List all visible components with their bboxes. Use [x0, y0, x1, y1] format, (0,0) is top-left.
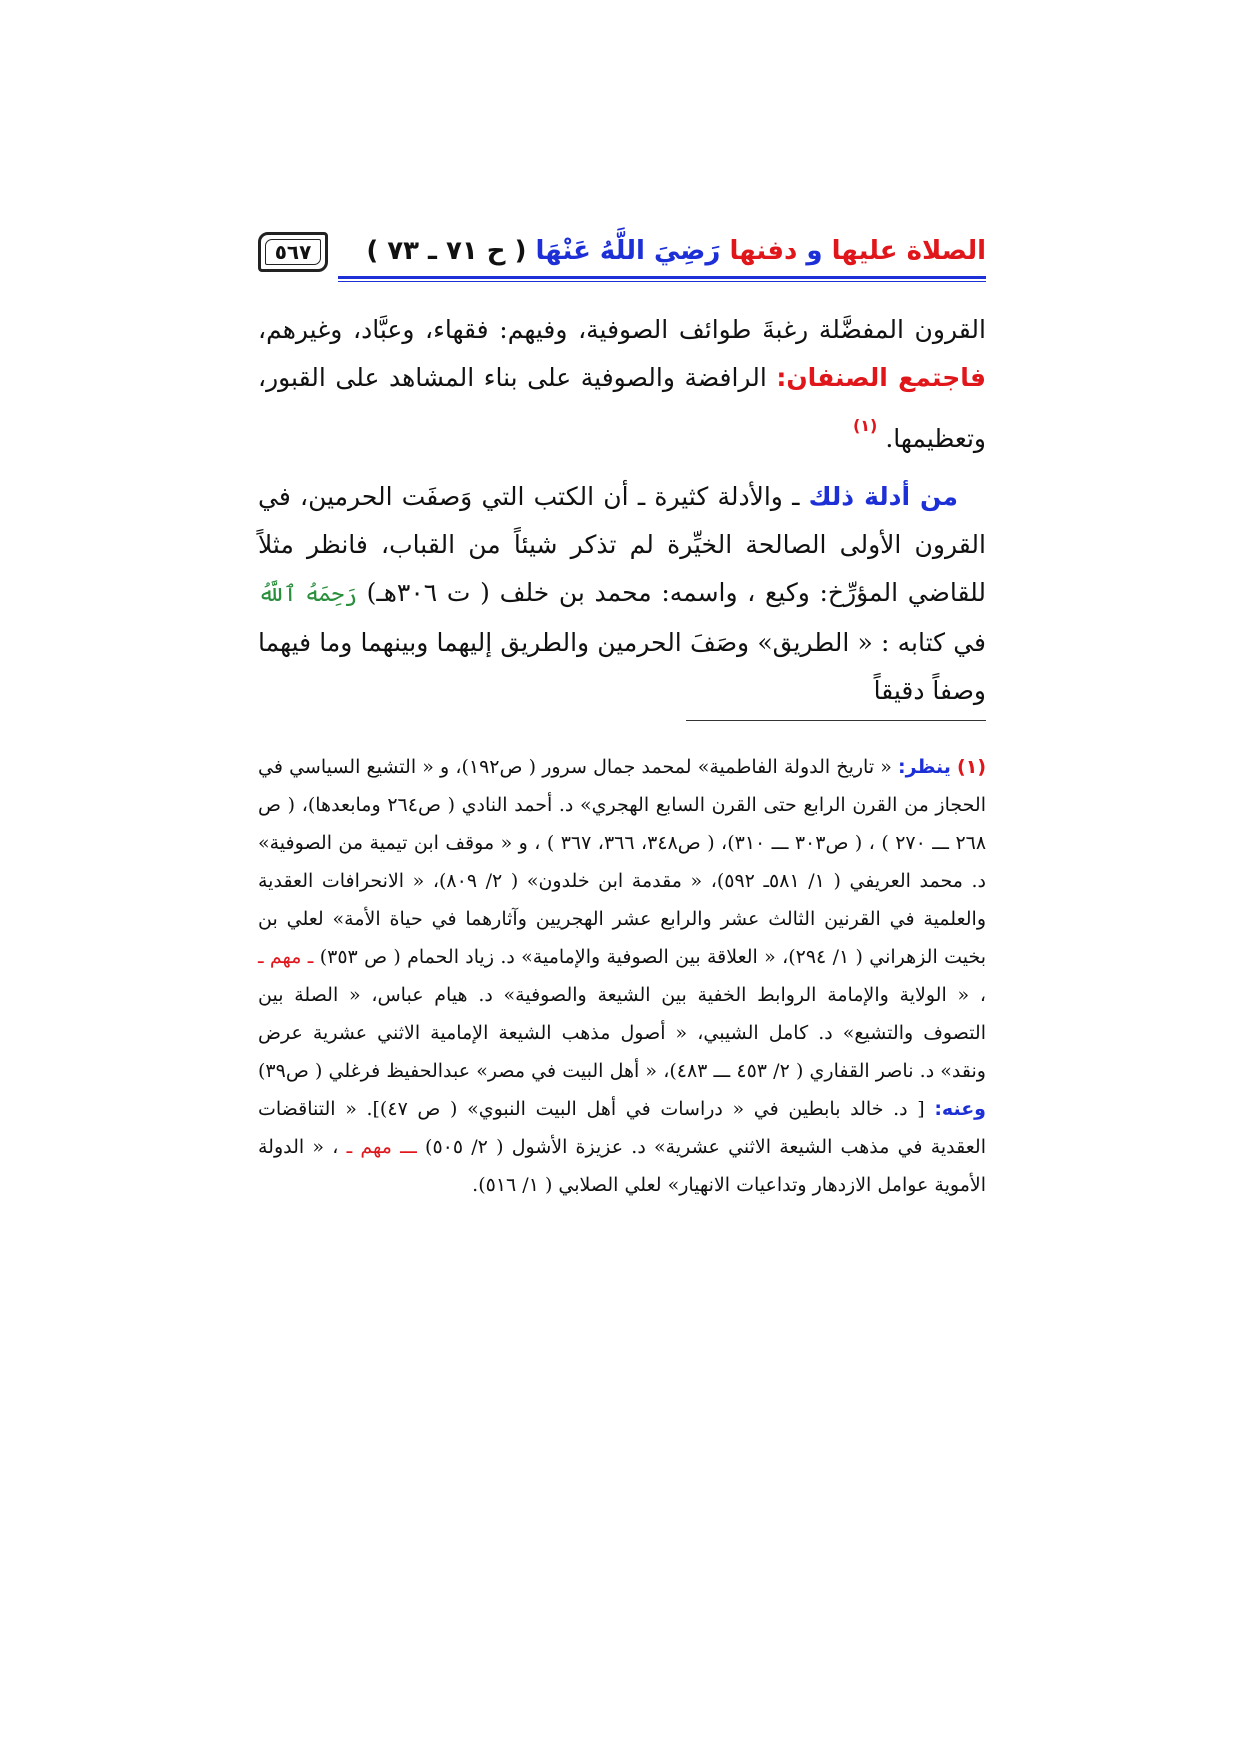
paragraph-1-text: القرون المفضَّلة رغبةَ طوائف الصوفية، وفيهم: فقهاء، وعبَّاد، وغيرهم، — [258, 315, 986, 344]
running-title — [366, 236, 986, 266]
footnote-text-b: ، « الولاية والإمامة الروابط الخفية بين الشيعة والصوفية» د. هيام عباس، « الصلة بين التصوف والتشيع» د. كامل الشيبي، « أصول مذهب الشيعة الإمامية الاثني عشرية عرض ونقد» د. ناصر القفاري ( ٢/ ٤٥٣ ـــ ٤٨٣)، « أهل البيت في مصر» عبدالحفيظ فرغلي ( ص٣٩) — [258, 984, 986, 1082]
running-title-honorific: رَضِيَ اللَّهُ عَنْهَا — [526, 236, 730, 266]
running-title-hadith-range: ( ح ٧١ ـ ٧٣ ) — [366, 236, 527, 266]
footnote-lead-2: وعنه: — [934, 1098, 986, 1120]
paragraph-3-text-a: ـ والأدلة كثيرة ـ أن الكتب التي وَصفَت الحرمين، في القرون الأولى الصالحة الخيِّرة لم تذكر شيئاً من القباب، فانظر مثلاً للقاضي المؤرِّخ: وكيع ، واسمه: محمد بن خلف ( ت ٣٠٦هـ) — [258, 482, 986, 607]
main-text — [258, 306, 986, 725]
footnotes — [258, 748, 986, 1204]
running-title-part3: دفنها — [729, 236, 798, 266]
footnote-mark-important-1: ـ مهم ـ — [258, 946, 314, 968]
header-rule-thin — [338, 281, 986, 282]
running-title-part1: الصلاة عليها — [831, 236, 986, 266]
footnote-text-a: « تاريخ الدولة الفاطمية» لمحمد جمال سرور ( ص١٩٢)، و « التشيع السياسي في الحجاز من القرن الرابع حتى القرن السابع الهجري» د. أحمد النادي ( ص٢٦٤ ومابعدها)، ( ص ٢٦٨ ـــ ٢٧٠ ) ، ( ص٣٠٣ ـــ ٣١٠)، ( ص٣٤٨، ٣٦٦، ٣٦٧ ) ، و « موقف ابن تيمية من الصوفية» د. محمد العريفي ( ١/ ٥٨١ـ ٥٩٢)، « مقدمة ابن خلدون» ( ٢/ ٨٠٩)، « الانحرافات العقدية والعلمية في القرنين الثالث عشر والرابع عشر الهجريين وآثارهما في حياة الأمة» لعلي بن بخيت الزهراني ( ١/ ٢٩٤)، « العلاقة بين الصوفية والإمامية» د. زياد الحمام ( ص ٣٥٣) — [258, 756, 987, 968]
footnote-number: (١) — [957, 756, 986, 778]
paragraph-3-text-b: في كتابه : « الطريق» وصَفَ الحرمين والطريق إليهما وبينهما وما فيهما وصفاً دقيقاً — [258, 628, 986, 705]
honorific: رَحِمَهُ ٱللَّهُ — [258, 582, 357, 607]
page-number: ٥٦٧ — [274, 240, 312, 264]
page-header — [258, 232, 986, 282]
page-number-box — [258, 232, 328, 272]
paragraph-3-keyword: من أدلة ذلك — [808, 482, 959, 511]
paragraph-3 — [258, 473, 986, 715]
paragraph-2-text: الرافضة والصوفية على بناء المشاهد على القبور، وتعظيمها. — [258, 363, 986, 453]
footnote-mark-important-2: ـــ مهم ـ — [346, 1136, 417, 1158]
footnote-ref[interactable]: (١) — [852, 416, 878, 435]
footnote-text-d: ، « الدولة الأموية عوامل الازدهار وتداعيات الانهيار» لعلي الصلابي ( ١/ ٥١٦). — [258, 1136, 986, 1196]
running-title-part2: و — [797, 236, 832, 266]
header-rule — [338, 276, 986, 279]
footnote-separator — [686, 720, 986, 721]
paragraph-1 — [258, 306, 986, 463]
footnote-text-c: [ د. خالد بابطين في « دراسات في أهل البيت النبوي» ( ص ٤٧)]. « التناقضات العقدية في مذهب الشيعة الاثني عشرية» د. عزيزة الأشول ( ٢/ ٥٠٥) — [258, 1098, 986, 1158]
paragraph-2-keyword: فاجتمع الصنفان: — [776, 363, 986, 392]
footnote-1 — [258, 748, 986, 1204]
footnote-lead: ينظر: — [898, 756, 951, 778]
